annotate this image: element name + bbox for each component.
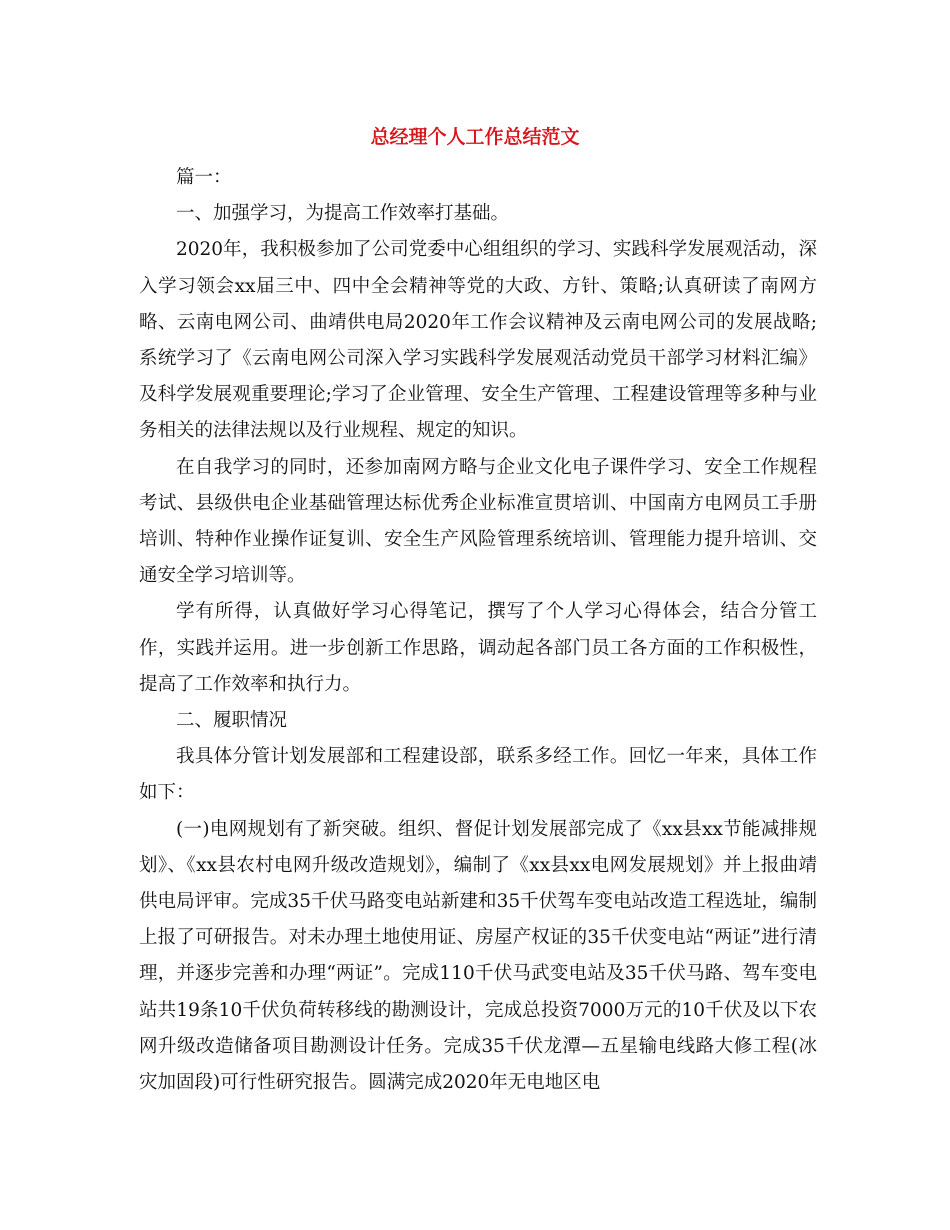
paragraph: 我具体分管计划发展部和工程建设部，联系多经工作。回忆一年来，具体工作如下： [139, 746, 817, 804]
paragraph: 2020年，我积极参加了公司党委中心组组织的学习、实践科学发展观活动，深入学习领会xx届三中、四中全会精神等党的大政、方针、策略;认真研读了南网方略、云南电网公司、曲靖供电局2020年工作会议精神及云南电网公司的发展战略;系统学习了《云南电网公司深入学习实践科学发展观活动党员干部学习材料汇编》及科学发展观重要理论;学习了企业管理、安全生产管理、工程建设管理等多种与业务相关的法律法规以及行业规程、规定的知识。 [139, 239, 817, 442]
section-heading: 一、加强学习，为提高工作效率打基础。 [176, 203, 510, 225]
document-title: 总经理个人工作总结范文 [370, 126, 580, 148]
paragraph: (一)电网规划有了新突破。组织、督促计划发展部完成了《xx县xx节能减排规划》、《xx县农村电网升级改造规划》，编制了《xx县xx电网发展规划》并上报曲靖供电局评审。完成35千伏马路变电站新建和35千伏驾车变电站改造工程选址，编制上报了可研报告。对未办理土地使用证、房屋产权证的35千伏变电站“两证”进行清理，并逐步完善和办理“两证”。完成110千伏马武变电站及35千伏马路、驾车变电站共19条10千伏负荷转移线的勘测设计，完成总投资7000万元的10千伏及以下农网升级改造储备项目勘测设计任务。完成35千伏龙潭—五星输电线路大修工程(冰灾加固段)可行性研究报告。圆满完成2020年无电地区电 [139, 818, 817, 1094]
document-body [139, 160, 817, 1101]
section-label: 篇一： [176, 167, 232, 188]
paragraph: 学有所得，认真做好学习心得笔记，撰写了个人学习心得体会，结合分管工作，实践并运用。进一步创新工作思路，调动起各部门员工各方面的工作积极性，提高了工作效率和执行力。 [139, 601, 817, 695]
paragraph: 在自我学习的同时，还参加南网方略与企业文化电子课件学习、安全工作规程考试、县级供电企业基础管理达标优秀企业标准宣贯培训、中国南方电网员工手册培训、特种作业操作证复训、安全生产风险管理系统培训、管理能力提升培训、交通安全学习培训等。 [139, 456, 817, 587]
section-heading: 二、履职情况 [176, 710, 288, 732]
